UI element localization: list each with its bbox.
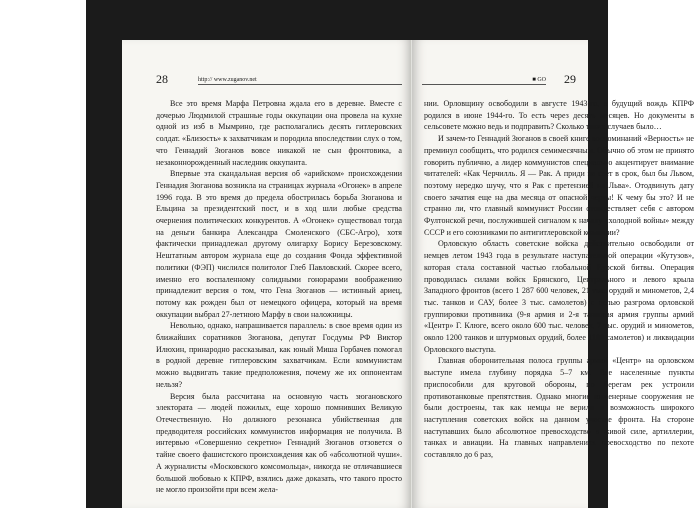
paragraph: И зачем-то Геннадий Зюганов в своей книге воспоминаний «Верность» не преминул сообщить, что родился семимесячным. Обычно об этом не принято говорить публично, а лидер коммунистов специально акцентирует внимание читателей: «Как Черчилль. Я — Рак. А приди на свет в срок, был бы Львом, поэтому нередко шучу, что я Рак с претензией на Льва». Отодвинуть дату своего зачатия еще на два месяца от опасной черты! К чему бы это? И не странно ли, что главный коммунист России отождествляет себя с автором Фултонской речи, послужившей сигналом к началу «холодной войны» между СССР и его союзниками по антигитлеровской коалиции? <box>424 134 694 237</box>
paragraph: нии. Орловщину освободили в августе 1943-го, а будущий вождь КПРФ родился в июне 1944-го. То есть через десять месяцев. Но документы в сельсовете можно ведь и подправить? Сколько таких случаев было… <box>424 99 694 132</box>
left-header-rule <box>198 84 402 85</box>
paragraph: Версия была рассчитана на основную часть зюгановского электората — людей пожилых, еще хорошо помнивших Великую Отечественную. Но должного резонанса убийственная для предводителя российских коммунистов информация не получила. В интервью «Совершенно секретно» Геннадий Зюганов отзовется о тайне своего фашистского происхождения как об «абсолютной чуши». А журналисты «Московского комсомольца», никогда не отличавшиеся большой любовью к КПРФ, взялись даже доказать, что такого просто не могло произойти при всем жела- <box>156 391 402 495</box>
left-page <box>122 40 412 508</box>
right-page-site: ■ GO <box>532 77 546 83</box>
paragraph: Главная оборонительная полоса группы армий «Центр» на орловском выступе имела глубину порядка 5–7 км. Все населенные пункты приспособили для круговой обороны, по берегам рек устроили противотанковые препятствия. Однако многие инженерные сооружения не были достроены, так как немцы не верили в возможность широкого наступления советских войск на данном участке фронта. На стороне наступавших было абсолютное превосходство в живой силе, артиллерии, танках и авиации. На главных направлениях превосходство по пехоте составляло до 6 раз, <box>424 356 694 460</box>
left-page-header <box>156 72 402 86</box>
paragraph: Все это время Марфа Петровна ждала его в деревне. Вместе с дочерью Людмилой страшные годы оккупации она провела на кухне одной из изб в Мымрино, где располагались десять гитлеровских солдат. «Близость» к захватчикам и породила впоследствии слух о том, что Геннадий Зюганов вовсе никакой не сын фронтовика, а незаконнорожденный наследник оккупанта. <box>156 99 402 167</box>
right-page-header <box>422 72 576 86</box>
right-page <box>412 40 694 508</box>
paragraph: Впервые эта скандальная версия об «арийском» происхождении Геннадия Зюганова возникла на страницах журнала «Огонек» в апреле 1996 года. В это время до предела обострилась борьба Зюганова и Ельцина за президентский пост, и в ход шли любые средства очернения политических конкурентов. А «Огонек» существовал тогда на деньги банкира Александра Смоленского (СБС-Агро), хотя фактически принадлежал другому олигарху Борису Березовскому. Нештатным автором журнала еще до создания Фонда эффективной политики (ФЭП) числился политолог Глеб Павловский. Скорее всего, именно его воспаленному солидными гонорарами воображению принадлежит версия о том, что Гена Зюганов — истинный ариец, потому как рожден был от немецкого офицера, который на время оккупации выбрал 27-летнюю Марфу в свои наложницы. <box>156 169 402 319</box>
left-page-text <box>156 98 402 496</box>
book-cover-left <box>86 0 122 508</box>
right-header-rule <box>422 84 546 85</box>
left-page-site: http:// www.zuganov.net <box>198 77 257 83</box>
paragraph: Невольно, однако, напрашивается параллель: в свое время один из ближайших соратников Зюганова, депутат Госдумы РФ Виктор Илюхин, принародно рассказывал, как юный Миша Горбачев помогал в родной деревне гитлеровским захватчикам. Если коммунистам можно выдвигать такие предположения, почему же их оппонентам нельзя? <box>156 321 402 389</box>
right-page-text <box>424 98 694 461</box>
paragraph: Орловскую область советские войска действительно освободили от немцев летом 1943 года в результате наступательной операции «Кутузов», которая стала составной частью глобальной Курской битвы. Операция проводилась силами войск Брянского, Центрального и левого крыла Западного фронтов (всего 1 287 600 человек, 21 тыс. орудий и минометов, 2,4 тыс. танков и САУ, более 3 тыс. самолетов) с целью разгрома орловской группировки противника (9-я армия и 2-я танковая армия группы армий «Центр» Г. Клюге, всего около 600 тыс. человек, 7 тыс. орудий и минометов, около 1200 танков и штурмовых орудий, более 1100 самолетов) и ликвидации Орловского выступа. <box>424 239 694 354</box>
right-page-number: 29 <box>564 72 576 86</box>
left-page-number: 28 <box>156 72 168 86</box>
